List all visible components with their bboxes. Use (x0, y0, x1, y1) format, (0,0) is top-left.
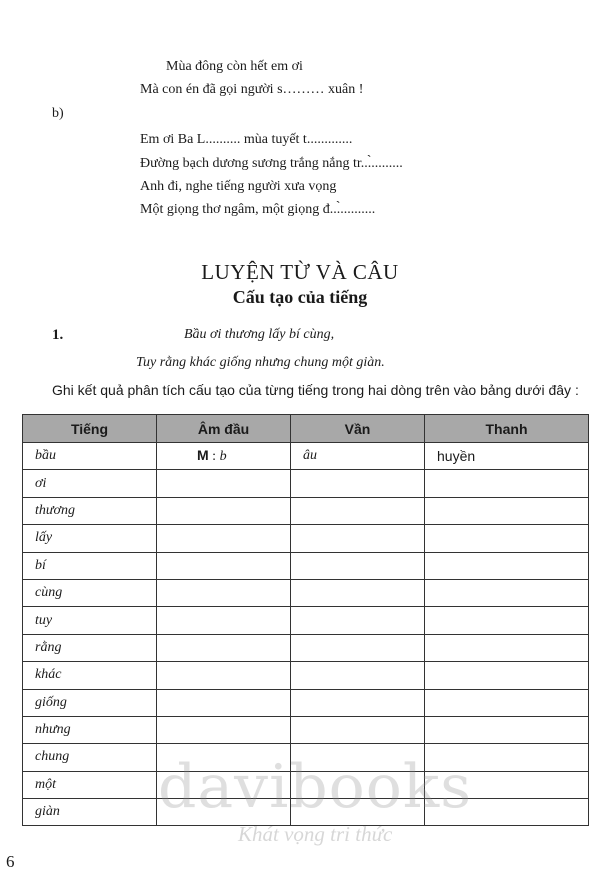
example-thanh: huyền (425, 443, 589, 470)
example-am-dau-value: b (219, 449, 227, 465)
table-row (23, 716, 589, 743)
table-row (23, 552, 589, 579)
word-cell: khác (23, 662, 157, 689)
example-am-dau (157, 443, 291, 470)
am-dau-cell[interactable] (157, 470, 291, 497)
thanh-cell[interactable] (425, 634, 589, 661)
word-cell: rằng (23, 634, 157, 661)
van-cell[interactable] (291, 552, 425, 579)
watermark-brand: davibooks (158, 752, 473, 822)
poem-b-line: Một giọng thơ ngâm, một giọng đ...̀.......... (140, 202, 376, 217)
page-number: 6 (6, 852, 15, 871)
example-separator: : (208, 449, 220, 465)
exercise-verse: Tuy rằng khác giống nhưng chung một giàn. (136, 355, 385, 370)
table-row (23, 634, 589, 661)
am-dau-cell[interactable] (157, 634, 291, 661)
am-dau-cell[interactable] (157, 552, 291, 579)
am-dau-cell[interactable] (157, 579, 291, 606)
col-header-thanh: Thanh (425, 415, 589, 443)
thanh-cell[interactable] (425, 525, 589, 552)
van-cell[interactable] (291, 689, 425, 716)
example-word: bầu (23, 443, 157, 470)
am-dau-cell[interactable] (157, 525, 291, 552)
table-row (23, 497, 589, 524)
exercise-verse: Bầu ơi thương lấy bí cùng, (184, 327, 335, 342)
poem-b-line: Anh đi, nghe tiếng người xưa vọng (140, 179, 337, 194)
thanh-cell[interactable] (425, 716, 589, 743)
word-cell: tuy (23, 607, 157, 634)
van-cell[interactable] (291, 662, 425, 689)
van-cell[interactable] (291, 525, 425, 552)
poem-a-line: Mùa đông còn hết em ơi (166, 59, 303, 74)
table-row (23, 470, 589, 497)
instruction: Ghi kết quả phân tích cấu tạo của từng tiếng trong hai dòng trên vào bảng dưới đây : (52, 382, 579, 398)
word-cell: nhưng (23, 716, 157, 743)
word-cell: thương (23, 497, 157, 524)
table-row (23, 607, 589, 634)
col-header-tieng: Tiếng (23, 415, 157, 443)
poem-a-line: Mà con én đã gọi người s……… xuân ! (140, 82, 364, 97)
poem-b-line: Em ơi Ba L.......... mùa tuyết t............. (140, 132, 353, 147)
table-header-row (23, 415, 589, 443)
table-row (23, 689, 589, 716)
example-van: âu (291, 443, 425, 470)
word-cell: bí (23, 552, 157, 579)
van-cell[interactable] (291, 634, 425, 661)
col-header-am-dau: Âm đầu (157, 415, 291, 443)
exercise-number: 1. (52, 327, 64, 343)
word-cell: giàn (23, 799, 157, 826)
thanh-cell[interactable] (425, 552, 589, 579)
am-dau-cell[interactable] (157, 689, 291, 716)
table-row (23, 662, 589, 689)
thanh-cell[interactable] (425, 689, 589, 716)
thanh-cell[interactable] (425, 607, 589, 634)
example-marker: M (197, 447, 209, 464)
thanh-cell[interactable] (425, 497, 589, 524)
word-cell: lấy (23, 525, 157, 552)
section-title: LUYỆN TỪ VÀ CÂU (201, 260, 399, 284)
lesson-title: Cấu tạo của tiếng (232, 287, 368, 307)
word-cell: giống (23, 689, 157, 716)
van-cell[interactable] (291, 716, 425, 743)
thanh-cell[interactable] (425, 579, 589, 606)
word-cell: chung (23, 744, 157, 771)
poem-b-line: Đường bạch dương sương trắng nắng tr...̀......... (140, 156, 403, 171)
col-header-van: Vần (291, 415, 425, 443)
watermark-slogan: Khát vọng tri thức (238, 822, 393, 846)
example-row (23, 443, 589, 470)
thanh-cell[interactable] (425, 470, 589, 497)
van-cell[interactable] (291, 470, 425, 497)
table-row (23, 525, 589, 552)
table-row (23, 579, 589, 606)
van-cell[interactable] (291, 579, 425, 606)
am-dau-cell[interactable] (157, 716, 291, 743)
am-dau-cell[interactable] (157, 497, 291, 524)
section-b-label: b) (52, 106, 64, 121)
van-cell[interactable] (291, 607, 425, 634)
van-cell[interactable] (291, 497, 425, 524)
thanh-cell[interactable] (425, 662, 589, 689)
word-cell: một (23, 771, 157, 798)
word-cell: ơi (23, 470, 157, 497)
word-cell: cùng (23, 579, 157, 606)
am-dau-cell[interactable] (157, 607, 291, 634)
am-dau-cell[interactable] (157, 662, 291, 689)
